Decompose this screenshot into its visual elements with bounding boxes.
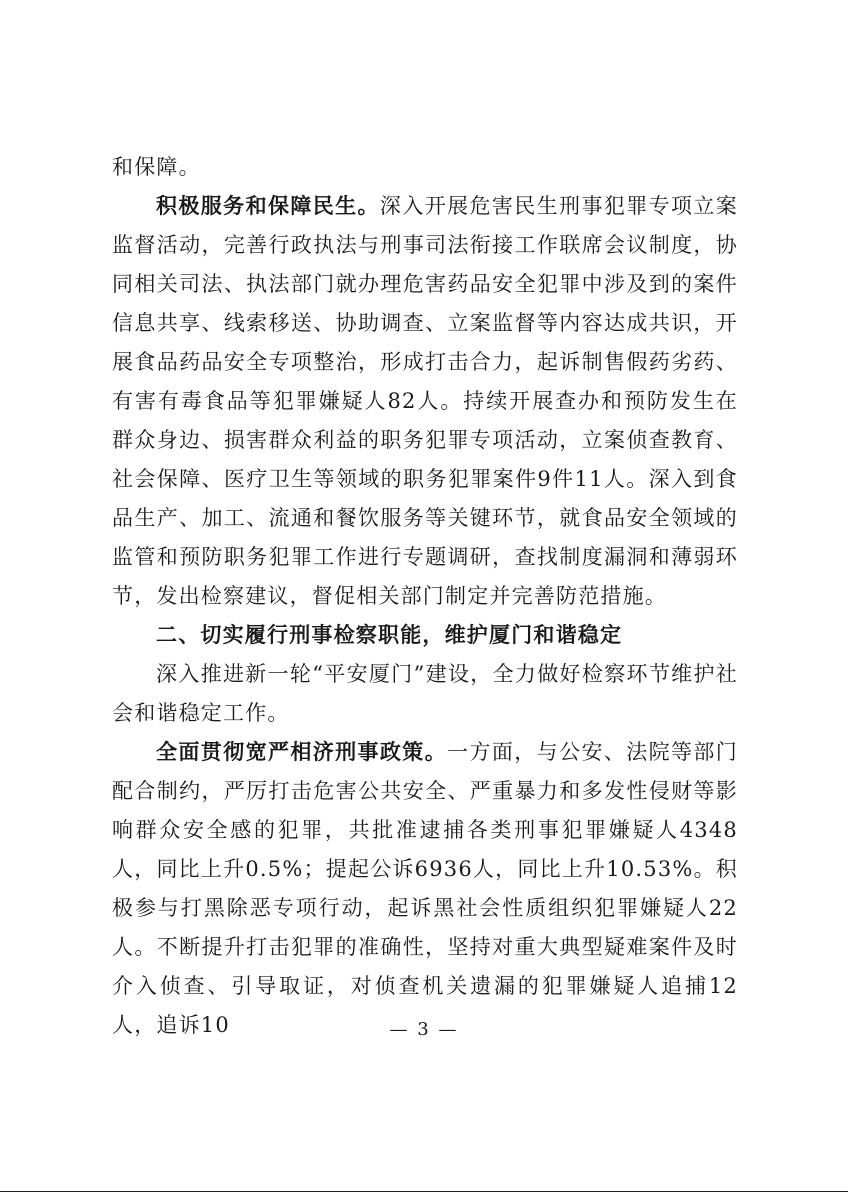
page-number: — 3 — <box>389 1019 459 1040</box>
section-heading: 二、切实履行刑事检察职能，维护厦门和谐稳定 <box>156 623 623 647</box>
paragraph-policy <box>112 733 738 1045</box>
paragraph-text: 深入开展危害民生刑事犯罪专项立案监督活动，完善行政执法与刑事司法衔接工作联席会议制度，协同相关司法、执法部门就办理危害药品安全犯罪中涉及到的案件信息共享、线索移送、协助调查、立案监督等内容达成共识，开展食品药品安全专项整治，形成打击合力，起诉制售假药劣药、有害有毒食品等犯罪嫌疑人82人。持续开展查办和预防发生在群众身边、损害群众利益的职务犯罪专项活动，立案侦查教育、社会保障、医疗卫生等领域的职务犯罪案件9件11人。深入到食品生产、加工、流通和餐饮服务等关键环节，就食品安全领域的监管和预防职务犯罪工作进行专题调研，查找制度漏洞和薄弱环节，发出检察建议，督促相关部门制定并完善防范措施。 <box>112 194 738 608</box>
paragraph-livelihood <box>112 187 738 616</box>
paragraph-text: 一方面，与公安、法院等部门配合制约，严厉打击危害公共安全、严重暴力和多发性侵财等影响群众安全感的犯罪，共批准逮捕各类刑事犯罪嫌疑人4348人，同比上升0.5%；提起公诉6936人，同比上升10.53%。积极参与打黑除恶专项行动，起诉黑社会性质组织犯罪嫌疑人22人。不断提升打击犯罪的准确性，坚持对重大典型疑难案件及时介入侦查、引导取证，对侦查机关遗漏的犯罪嫌疑人追捕12人，追诉10 <box>112 740 738 1037</box>
bottom-divider <box>0 1191 848 1192</box>
paragraph-section-intro: 深入推进新一轮“平安厦门”建设，全力做好检察环节维护社会和谐稳定工作。 <box>112 662 738 725</box>
paragraph-lead: 全面贯彻宽严相济刑事政策。 <box>156 740 448 764</box>
paragraph-intro: 和保障。 <box>112 155 201 179</box>
paragraph-lead: 积极服务和保障民生。 <box>156 194 380 218</box>
document-body <box>112 148 738 1045</box>
